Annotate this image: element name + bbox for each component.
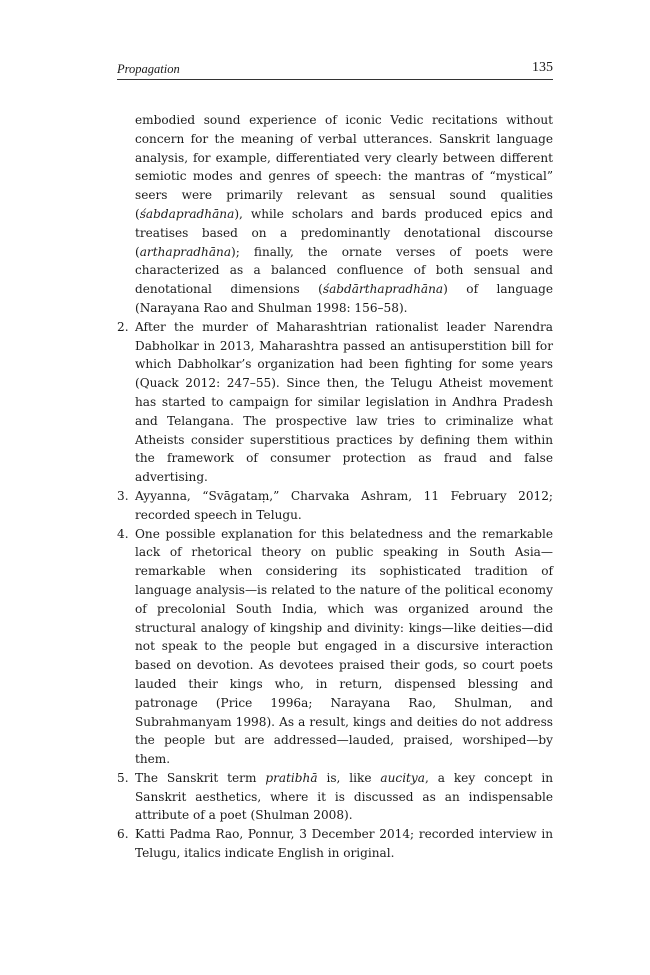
endnote-text [135,827,553,860]
running-title: Propagation [117,62,180,76]
endnote-text [135,489,553,522]
text-run: Katti Padma Rao, Ponnur, 3 December 2014; recorded interview in Telugu, italics indicate English in original. [135,827,553,861]
endnote [117,525,553,769]
italic-term: śabdārthapradhāna [322,282,444,297]
endnote-text [135,771,553,823]
endnote-number: 5. [117,770,129,785]
text-run: One possible explanation for this belatedness and the remarkable lack of rhetorical theory on public speaking in South Asia—remarkable when considering its sophisticated tradition of language analysis—is related to the nature of the political economy of precolonial South India, which was organized around the structural analogy of kingship and divinity: kings—like deities—did not speak to the people but engaged in a discursive interaction based on devotion. As devotees praised their gods, so court poets lauded their kings who, in return, dispensed blessing and patronage (Price 1996a; Narayana Rao, Shulman, and Subrahmanyam 1998). As a result, kings and deities do not address the people but are addressed—lauded, praised, worshiped—by them. [135,526,553,767]
text-run: Ayyanna, “Svāgataṃ,” Charvaka Ashram, 11 February 2012; recorded speech in Telugu. [135,488,553,522]
endnotes-list [117,111,553,863]
italic-term: pratibhā [265,770,318,785]
text-run: is, like [317,770,381,785]
endnote-number: 3. [117,488,129,503]
text-run: ), while scholars and bards produced epics and treatises based on a predominantly denotational discourse ( [135,206,553,259]
text-run: ); finally, the ornate verses of poets were characterized as a balanced confluence of both sensual and denotational dimensions ( [135,244,553,297]
endnote-number: 6. [117,827,129,842]
endnote-text [135,113,553,315]
italic-term: aucitya [380,770,425,785]
text-run: The Sanskrit term [135,770,266,785]
running-header [117,59,553,79]
endnote [117,825,553,863]
endnote [117,111,553,318]
endnote-text [135,320,553,484]
header-rule [117,79,553,80]
endnote-number: 2. [117,319,129,334]
page-number: 135 [532,60,553,75]
endnote [117,318,553,487]
text-run: , a key concept in Sanskrit aesthetics, where it is discussed as an indispensable attribute of a poet (Shulman 2008). [135,770,554,823]
endnote-text [135,527,553,767]
text-run: embodied sound experience of iconic Vedic recitations without concern for the meaning of verbal utterances. Sanskrit language analysis, for example, differentiated very clearly between different semiotic modes and genres of speech: the mantras of “mystical” seers were primarily relevant as sensual sound qualities ( [135,113,553,221]
endnote-number: 4. [117,526,129,541]
italic-term: śabdapradhāna [139,206,235,221]
endnote [117,487,553,525]
endnote [117,769,553,825]
italic-term: arthapradhāna [139,244,232,259]
text-run: After the murder of Maharashtrian rationalist leader Narendra Dabholkar in 2013, Maharashtra passed an antisuperstition bill for which Dabholkar’s organization had been fighting for some years (Quack 2012: 247–55). Since then, the Telugu Atheist movement has started to campaign for similar legislation in Andhra Pradesh and Telangana. The prospective law tries to criminalize what Atheists consider superstitious practices by defining them within the framework of consumer protection as fraud and false advertising. [135,319,553,485]
text-run: ) of language (Narayana Rao and Shulman 1998: 156–58). [135,282,553,315]
